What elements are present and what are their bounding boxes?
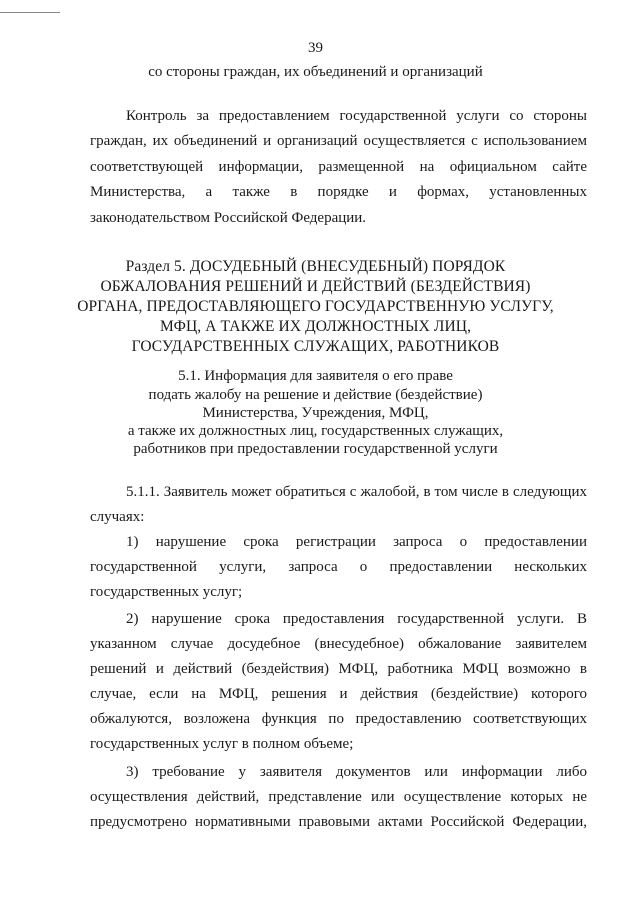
clause-intro-line: 5.1.1. Заявитель может обратиться с жалобой, в том числе в следующих bbox=[126, 484, 587, 500]
subsection-heading-line: Министерства, Учреждения, МФЦ, bbox=[202, 405, 429, 421]
item-3-line: осуществления действий, представление или осуществление которых не bbox=[90, 789, 587, 805]
section-heading-line: ОБЖАЛОВАНИЯ РЕШЕНИЙ И ДЕЙСТВИЙ (БЕЗДЕЙСТВИЯ) bbox=[100, 278, 531, 295]
scan-artifact-line bbox=[0, 12, 60, 13]
item-2-line: случае, если на МФЦ, решения и действия (бездействие) которого bbox=[90, 686, 587, 702]
item-1-line: государственных услуг; bbox=[90, 584, 243, 600]
item-2-line: государственных услуг в полном объеме; bbox=[90, 736, 354, 752]
section-heading-line: МФЦ, А ТАКЖЕ ИХ ДОЛЖНОСТНЫХ ЛИЦ, bbox=[159, 318, 472, 335]
top-title: со стороны граждан, их объединений и организаций bbox=[148, 64, 483, 80]
clause-intro-line: случаях: bbox=[90, 509, 145, 525]
control-paragraph-line: соответствующей информации, размещенной на официальном сайте bbox=[90, 159, 587, 175]
subsection-heading-line: работников при предоставлении государственной услуги bbox=[133, 441, 498, 457]
subsection-heading-line: 5.1. Информация для заявителя о его праве bbox=[178, 368, 453, 384]
control-paragraph-line: Министерства, а также в порядке и формах, установленных bbox=[90, 184, 587, 200]
control-paragraph-line: законодательством Российской Федерации. bbox=[90, 210, 367, 226]
item-1-line: государственной услуги, запроса о предоставлении нескольких bbox=[90, 559, 587, 575]
subsection-heading-line: подать жалобу на решение и действие (бездействие) bbox=[148, 387, 483, 403]
item-2-line: указанном случае досудебное (внесудебное) обжалование заявителем bbox=[90, 636, 587, 652]
item-2-line: решений и действий (бездействия) МФЦ, работника МФЦ возможно в bbox=[90, 661, 587, 677]
subsection-heading-line: а также их должностных лиц, государственных служащих, bbox=[127, 423, 504, 439]
section-heading-line: ГОСУДАРСТВЕННЫХ СЛУЖАЩИХ, РАБОТНИКОВ bbox=[131, 338, 500, 355]
control-paragraph-line: Контроль за предоставлением государственной услуги со стороны bbox=[126, 108, 587, 124]
item-3-line: 3) требование у заявителя документов или информации либо bbox=[126, 764, 587, 780]
page-number: 39 bbox=[308, 40, 323, 56]
item-3-line: предусмотрено нормативными правовыми актами Российской Федерации, bbox=[90, 814, 587, 830]
section-heading-line: Раздел 5. ДОСУДЕБНЫЙ (ВНЕСУДЕБНЫЙ) ПОРЯДОК bbox=[125, 258, 506, 275]
control-paragraph-line: граждан, их объединений и организаций осуществляется с использованием bbox=[90, 133, 587, 149]
section-heading-line: ОРГАНА, ПРЕДОСТАВЛЯЮЩЕГО ГОСУДАРСТВЕННУЮ УСЛУГУ, bbox=[77, 298, 554, 315]
item-2-line: обжалуются, возложена функция по предоставлению соответствующих bbox=[90, 711, 587, 727]
item-2-line: 2) нарушение срока предоставления государственной услуги. В bbox=[126, 611, 587, 627]
item-1-line: 1) нарушение срока регистрации запроса о предоставлении bbox=[126, 534, 587, 550]
